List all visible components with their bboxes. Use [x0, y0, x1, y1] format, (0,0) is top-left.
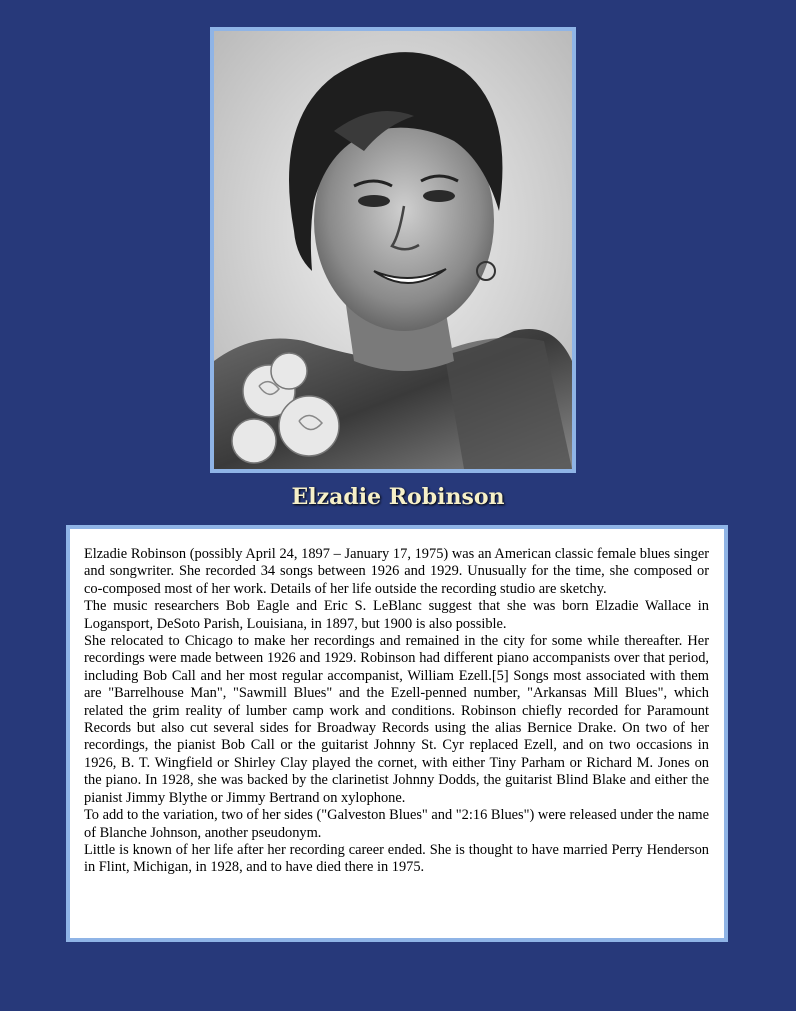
bio-paragraph: The music researchers Bob Eagle and Eric S. LeBlanc suggest that she was born Elzadie Wallace in Logansport, DeSoto Parish, Louisiana, in 1897, but 1900 is also possible.: [84, 598, 709, 632]
bio-paragraph: Little is known of her life after her recording career ended. She is thought to have married Perry Henderson in Flint, Michigan, in 1928, and to have died there in 1975.: [84, 841, 709, 876]
bio-paragraph: To add to the variation, two of her sides ("Galveston Blues" and "2:16 Blues") were released under the name of Blanche Johnson, another pseudonym.: [84, 807, 709, 841]
bio-paragraph: Elzadie Robinson (possibly April 24, 1897 – January 17, 1975) was an American classic female blues singer and songwriter. She recorded 34 songs between 1926 and 1929. Unusually for the time, she composed or co-composed most of her work. Details of her life outside the recording studio are sketchy.: [84, 546, 709, 597]
page-title: Elzadie Robinson: [291, 484, 505, 510]
biography-box: [66, 525, 728, 942]
bio-paragraph: She relocated to Chicago to make her recordings and remained in the city for some while thereafter. Her recordings were made between 1926 and 1929. Robinson had different piano accompanists over that period, including Bob Call and her most regular accompanist, William Ezell.[5] Songs most associated with them are "Barrelhouse Man", "Sawmill Blues" and the Ezell-penned number, "Arkansas Mill Blues", which related the grim reality of lumber camp work and conditions. Robinson chiefly recorded for Paramount Records but also cut several sides for Broadway Records using the alias Bernice Drake. On two of her recordings, the pianist Bob Call or the guitarist Johnny St. Cyr replaced Ezell, and on two occasions in 1926, B. T. Wingfield or Shirley Clay played the cornet, with either Tiny Parham or Richard M. Jones on the piano. In 1928, she was backed by the clarinetist Johnny Dodds, the guitarist Blind Blake and either the pianist Jimmy Blythe or Jimmy Bertrand on xylophone.: [84, 633, 709, 806]
portrait-photo: [210, 27, 576, 473]
portrait-illustration: [214, 31, 572, 469]
